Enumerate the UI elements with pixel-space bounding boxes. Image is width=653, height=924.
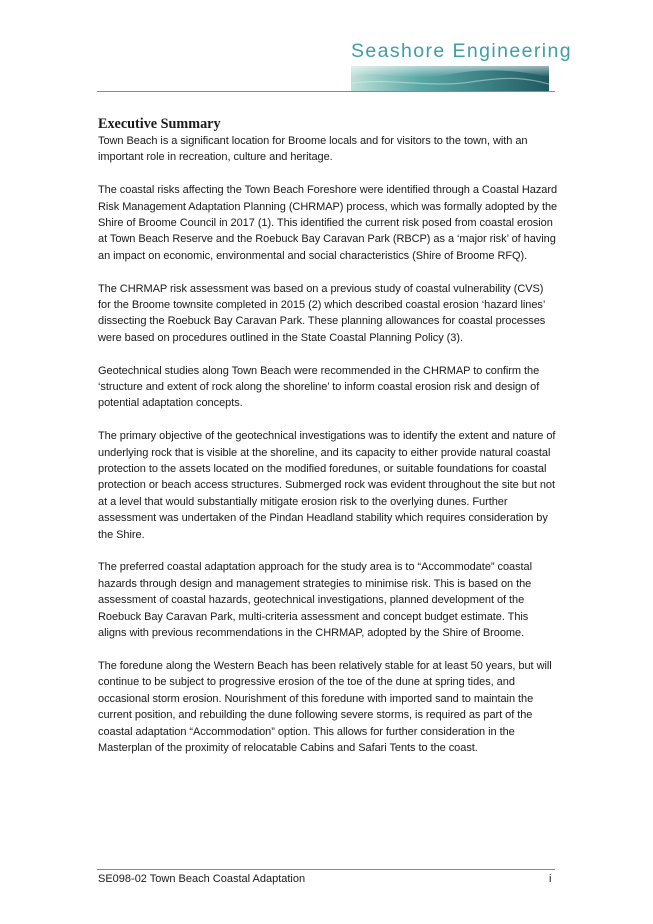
document-body [98,115,558,773]
paragraph-1: Town Beach is a significant location for Broome locals and for visitors to the town, with an important role in recreation, culture and heritage. [98,135,528,164]
paragraph-7: The foredune along the Western Beach has been relatively stable for at least 50 years, but will continue to be subject to progressive erosion of the toe of the dune at spring tides, and occasional storm erosion. Nourishment of this foredune with imported sand to maintain the current position, and rebuilding the dune following severe storms, is required as part of the coastal adaptation “Accommodation” option. This allows for further consideration in the Masterplan of the proximity of relocatable Cabins and Safari Tents to the coast. [98,659,552,754]
footer-page-number: i [549,873,552,885]
footer-divider [97,869,555,870]
logo-wave-graphic [351,66,549,92]
paragraph-6: The preferred coastal adaptation approach for the study area is to “Accommodate” coastal hazards through design and management strategies to minimise risk. This is based on the assessment of coastal hazards, geotechnical investigations, planned development of the Roebuck Bay Caravan Park, multi-criteria assessment and concept budget estimate. This aligns with previous recommendations in the CHRMAP, adopted by the Shire of Broome. [98,561,533,640]
paragraph-5: The primary objective of the geotechnical investigations was to identify the extent and nature of underlying rock that is visible at the shoreline, and its capacity to either provide natural coastal protection to the assets located on the modified foredunes, or suitable foundations for coastal protection or beach access structures. Submerged rock was evident throughout the site but not at a level that would substantially mitigate erosion risk to the overlying dunes. Further assessment was undertaken of the Pindan Headland stability which requires consideration by the Shire. [98,430,556,541]
footer-document-reference: SE098-02 Town Beach Coastal Adaptation [98,873,306,885]
company-logo [351,40,572,92]
logo-text: Seashore Engineering [351,40,572,62]
section-heading: Executive Summary [98,116,221,132]
header-divider [97,91,555,92]
paragraph-3: The CHRMAP risk assessment was based on a previous study of coastal vulnerability (CVS) for the Broome townsite completed in 2015 (2) which described coastal erosion ‘hazard lines’ dissecting the Roebuck Bay Caravan Park. These planning allowances for coastal processes were based on procedures outlined in the State Coastal Planning Policy (3). [98,282,546,344]
paragraph-4: Geotechnical studies along Town Beach were recommended in the CHRMAP to confirm the ‘structure and extent of rock along the shoreline’ to inform coastal erosion risk and design of potential adaptation concepts. [98,364,540,410]
paragraph-2: The coastal risks affecting the Town Beach Foreshore were identified through a Coastal Hazard Risk Management Adaptation Planning (CHRMAP) process, which was formally adopted by the Shire of Broome Council in 2017 (1). This identified the current risk posed from coastal erosion at Town Beach Reserve and the Roebuck Bay Caravan Park (RBCP) as a ‘major risk’ of having an impact on economic, environmental and social characteristics (Shire of Broome RFQ). [98,184,558,262]
